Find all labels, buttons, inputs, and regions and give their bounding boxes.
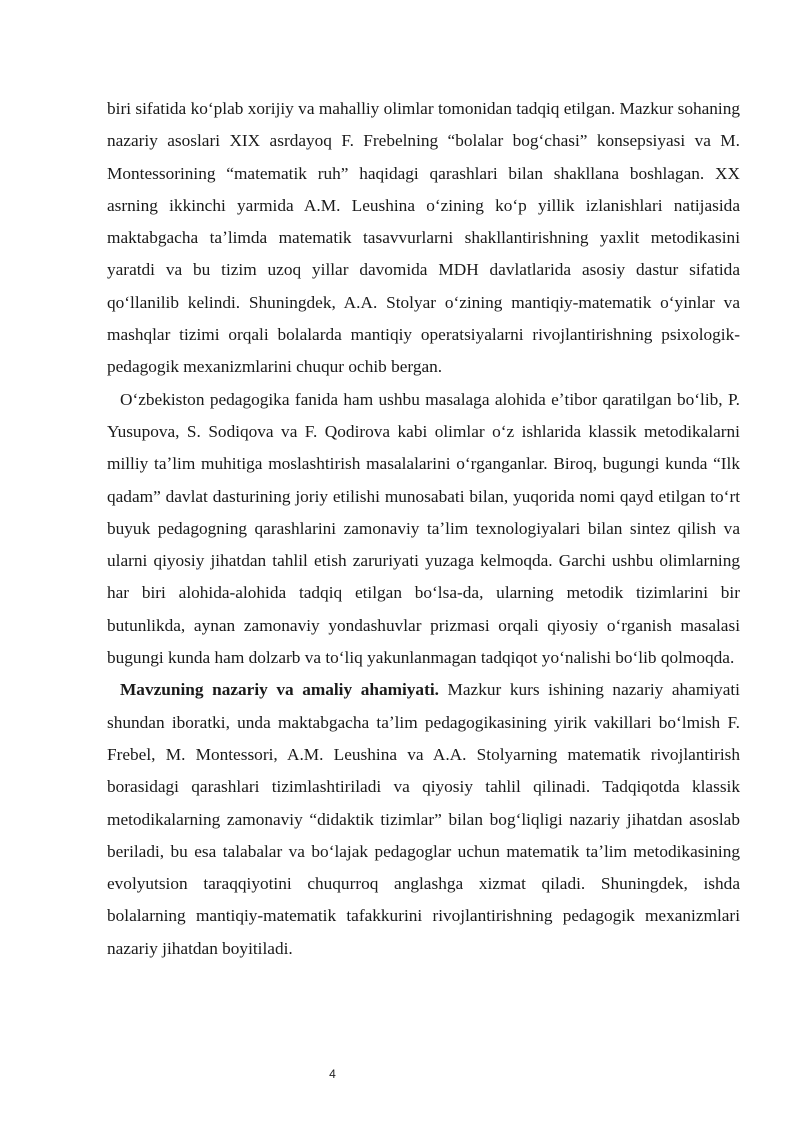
paragraph-uzbek-research xyxy=(107,384,740,675)
paragraph-literature-review xyxy=(107,93,740,384)
document-body xyxy=(107,93,740,965)
paragraph-significance xyxy=(107,674,740,965)
section-heading: Mavzuning nazariy va amaliy ahamiyati. xyxy=(120,680,439,700)
paragraph-text: biri sifatida koʻplab xorijiy va mahalliy olimlar tomonidan tadqiq etilgan. Mazkur sohaning nazariy asoslari XIX asrdayoq F. Frebelning “bolalar bogʻchasi” konsepsiyasi va M. Montessorining “matematik ruh” haqidagi qarashlari bilan shakllana boshlagan. XX asrning ikkinchi yarmida A.M. Leushina oʻzining koʻp yillik izlanishlari natijasida maktabgacha taʼlimda matematik tasavvurlarni shakllantirishning yaxlit metodikasini yaratdi va bu tizim uzoq yillar davomida MDH davlatlarida asosiy dastur sifatida qoʻllanilib kelindi. Shuningdek, A.A. Stolyar oʻzining mantiqiy-matematik oʻyinlar va mashqlar tizimi orqali bolalarda mantiqiy operatsiyalarni rivojlantirishning psixologik-pedagogik mexanizmlarini chuqur ochib bergan. xyxy=(107,99,740,377)
page-number: 4 xyxy=(329,1067,336,1081)
paragraph-text: Oʻzbekiston pedagogika fanida ham ushbu masalaga alohida eʼtibor qaratilgan boʻlib, P. Yusupova, S. Sodiqova va F. Qodirova kabi olimlar oʻz ishlarida klassik metodikalarni milliy taʼlim muhitiga moslashtirish masalalarini oʻrganganlar. Biroq, bugungi kunda “Ilk qadam” davlat dasturining joriy etilishi munosabati bilan, yuqorida nomi qayd etilgan toʻrt buyuk pedagogning qarashlarini zamonaviy taʼlim texnologiyalari bilan sintez qilish va ularni qiyosiy jihatdan tahlil etish zaruriyati yuzaga kelmoqda. Garchi ushbu olimlarning har biri alohida-alohida tadqiq etilgan boʻlsa-da, ularning metodik tizimlarini bir butunlikda, aynan zamonaviy yondashuvlar prizmasi orqali qiyosiy oʻrganish masalasi bugungi kunda ham dolzarb va toʻliq yakunlanmagan tadqiqot yoʻnalishi boʻlib qolmoqda. xyxy=(107,389,740,668)
paragraph-text: Mazkur kurs ishining nazariy ahamiyati shundan iboratki, unda maktabgacha taʼlim pedagogikasining yirik vakillari boʻlmish F. Frebel, M. Montessori, A.M. Leushina va A.A. Stolyarning matematik rivojlantirish borasidagi qarashlari tizimlashtiriladi va qiyosiy tahlil qilinadi. Tadqiqotda klassik metodikalarning zamonaviy “didaktik tizimlar” bilan bogʻliqligi nazariy jihatdan asoslab beriladi, bu esa talabalar va boʻlajak pedagoglar uchun matematik taʼlim metodikasining evolyutsion taraqqiyotini chuqurroq anglashga xizmat qiladi. Shuningdek, ishda bolalarning mantiqiy-matematik tafakkurini rivojlantirishning pedagogik mexanizmlari nazariy jihatdan boyitiladi. xyxy=(107,680,740,958)
